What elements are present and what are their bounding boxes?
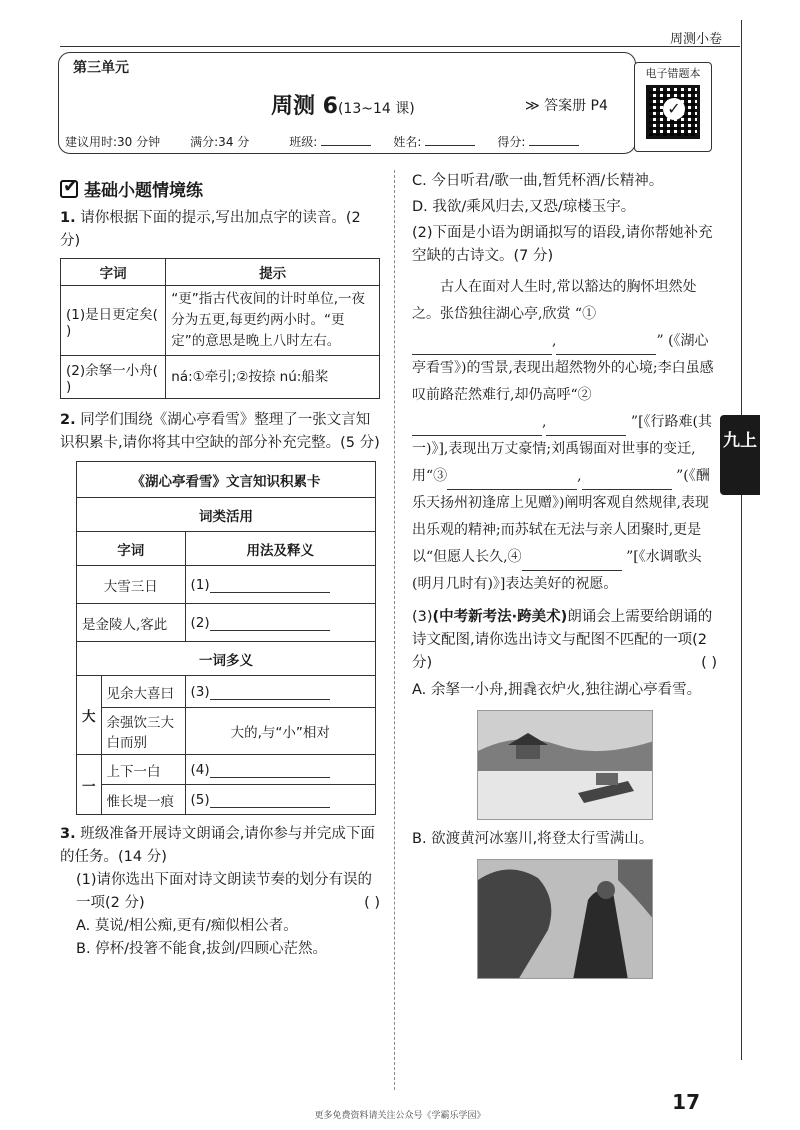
- answer-label: (4): [190, 761, 210, 778]
- answer-label: (2): [190, 614, 210, 631]
- card-answer-2[interactable]: [185, 604, 376, 642]
- para-text-4: (《湖心亭看雪》)的雪景,表现出超然物外的心境;李白虽感叹前路茫然难行,却仍高呼“②: [412, 333, 714, 403]
- question-3: [60, 823, 380, 869]
- right-column: [412, 170, 717, 987]
- page-title: [271, 89, 415, 120]
- q3-sub2: (2)下面是小语为朗诵拟写的语段,请你帮她补充空缺的古诗文。(7 分): [412, 225, 713, 264]
- q3-sub3: [412, 606, 717, 675]
- q1-hint-2: ná:①牵引;②按捺 nú:船桨: [166, 356, 380, 399]
- table-row: [77, 566, 376, 604]
- lake-pavilion-illustration: [477, 710, 653, 820]
- para-text-1: 古人在面对人生时,常以豁达的胸怀坦然处之。张岱独往湖心亭,欣赏: [412, 279, 697, 322]
- card-col-usage: 用法及释义: [185, 532, 376, 566]
- card-section-1: 词类活用: [77, 498, 376, 532]
- image-b-caption[interactable]: B. 欲渡黄河冰塞川,将登太行雪满山。: [412, 831, 654, 847]
- q2-text: 同学们围绕《湖心亭看雪》整理了一张文言知识积累卡,请你将其中空缺的部分补充完整。(5 分): [60, 412, 380, 451]
- question-2: [60, 409, 380, 455]
- blank-3b[interactable]: [582, 474, 672, 490]
- card-answer-3[interactable]: [185, 676, 376, 708]
- q3-sub3-text: 朗诵会上需要给朗诵的诗文配图,请你选出诗文与配图不匹配的一项(2 分): [412, 609, 713, 671]
- name-field[interactable]: [425, 145, 475, 146]
- mountain-figure-icon: [478, 860, 653, 979]
- para-text-7: ”[《水调歌头(明月几时有)》]表达美好的祝愿。: [412, 549, 702, 592]
- info-row: [65, 133, 579, 150]
- card-section-2: 一词多义: [77, 642, 376, 676]
- q1-col-hint: 提示: [166, 259, 380, 286]
- score-label: 得分:: [497, 135, 526, 149]
- option-b[interactable]: B. 停杯/投箸不能食,拔剑/四顾心茫然。: [76, 941, 328, 957]
- q1-hint-1: “更”指古代夜间的计时单位,一夜分为五更,每更约两小时。“更定”的意思是晚上八时左右。: [166, 286, 380, 356]
- page-number: 17: [672, 1090, 700, 1114]
- lake-pavilion-icon: [478, 711, 653, 820]
- answer-line[interactable]: [210, 794, 330, 808]
- left-column: [60, 170, 380, 961]
- answer-label: (5): [190, 791, 210, 808]
- answer-paren[interactable]: ( ): [701, 655, 717, 671]
- recitation-paragraph: 古人在面对人生时,常以豁达的胸怀坦然处之。张岱独往湖心亭,欣赏 “①, ” (《湖心亭看雪》)的雪景,表现出超然物外的心境;李白虽感叹前路茫然难行,却仍高呼“②, ”[《行路难(其一)》],表现出万丈豪情;刘禹锡面对世事的变迁,用“③ , ”(《酬乐天扬州初逢席上见赠》)阐明客观自然规律,表现出乐观的精神;而苏轼在无法与亲人团聚时,更是以“但愿人长久,④ ”[《水调歌头(明月几时有)》]表达美好的祝愿。: [412, 279, 714, 592]
- class-field[interactable]: [321, 145, 371, 146]
- q1-word-1[interactable]: (1)是日更定矣( ): [61, 286, 166, 356]
- blank-3a[interactable]: [447, 474, 577, 490]
- q2-number: 2.: [60, 412, 76, 428]
- card-word-5: 上下一白: [101, 755, 185, 785]
- q3-text: 班级准备开展诗文朗诵会,请你参与并完成下面的任务。(14 分): [60, 826, 375, 865]
- full-score: 满分:34 分: [190, 135, 250, 149]
- blank-1a[interactable]: [412, 339, 552, 355]
- qr-code-icon: [646, 85, 700, 139]
- q3-number: 3.: [60, 826, 76, 842]
- qr-label: 电子错题本: [645, 67, 701, 80]
- card-char-yi: 一: [77, 755, 102, 815]
- card-word-6: 惟长堤一痕: [101, 785, 185, 815]
- name-label: 姓名:: [393, 135, 422, 149]
- option-d[interactable]: D. 我欲/乘风归去,又恐/琼楼玉宇。: [412, 199, 636, 215]
- q1-word-2[interactable]: (2)余拏一小舟( ): [61, 356, 166, 399]
- answer-line[interactable]: [210, 617, 330, 631]
- card-word-3: 见余大喜曰: [101, 676, 185, 708]
- right-edge-rule: [741, 20, 742, 1060]
- class-label: 班级:: [289, 135, 318, 149]
- option-c[interactable]: C. 今日听君/歌一曲,暂凭杯酒/长精神。: [412, 173, 664, 189]
- table-row: [77, 708, 376, 755]
- q3-sub3-pre: (3): [412, 609, 433, 625]
- card-answer-1[interactable]: [185, 566, 376, 604]
- q3-sub1-text: (1)请你选出下面对诗文朗读节奏的划分有误的一项(2 分): [76, 872, 373, 911]
- table-row: [77, 785, 376, 815]
- answer-line[interactable]: [210, 686, 330, 700]
- grade-side-tab: 九上: [720, 415, 760, 495]
- title-main: 周测 6: [271, 94, 338, 119]
- header-box: [58, 52, 636, 154]
- title-sub: (13~14 课): [337, 101, 415, 117]
- ink-painting-illustration: [477, 859, 653, 979]
- q3-sub1: [76, 869, 380, 915]
- score-field[interactable]: [529, 145, 579, 146]
- footer-note: 更多免费资料请关注公众号《学霸乐学园》: [314, 1111, 486, 1121]
- new-method-tag: (中考新考法·跨美术): [432, 609, 568, 625]
- q1-table: [60, 258, 380, 399]
- table-row: [77, 604, 376, 642]
- check-icon: ✓: [663, 98, 685, 120]
- card-answer-4: 大的,与“小”相对: [185, 708, 376, 755]
- para-text-3: ”: [656, 333, 664, 349]
- card-col-word: 字词: [77, 532, 186, 566]
- table-row: [77, 755, 376, 785]
- para-text-2: “①: [574, 306, 597, 322]
- table-row: [77, 676, 376, 708]
- answer-line[interactable]: [210, 579, 330, 593]
- card-title: 《湖心亭看雪》文言知识积累卡: [77, 462, 376, 498]
- section-heading: [60, 176, 380, 201]
- card-word-1: 大雪三日: [77, 566, 186, 604]
- card-char-da: 大: [77, 676, 102, 755]
- blank-4[interactable]: [522, 555, 622, 571]
- para-text-5: ”[《行路难(其一)》],表现出万丈豪情;刘禹锡面对世事的变迁,用“③: [412, 414, 712, 484]
- para-text-6: ”(《酬乐天扬州初逢席上见赠》)阐明客观自然规律,表现出乐观的精神;而苏轼在无法与亲人团聚时,更是以“但愿人长久,④: [412, 468, 710, 565]
- q1-text: 请你根据下面的提示,写出加点字的读音。(2 分): [60, 210, 361, 249]
- table-row: [61, 286, 380, 356]
- answer-ref: ≫ 答案册 P4: [525, 98, 608, 114]
- card-answer-6[interactable]: [185, 785, 376, 815]
- card-word-2: 是金陵人,客此: [77, 604, 186, 642]
- answer-paren[interactable]: ( ): [364, 895, 380, 911]
- answer-label: (3): [190, 683, 210, 700]
- blank-1b[interactable]: [556, 339, 656, 355]
- section-title: 基础小题情境练: [84, 181, 203, 201]
- checkbox-icon: [60, 180, 78, 198]
- image-a-caption[interactable]: A. 余拏一小舟,拥毳衣炉火,独往湖心亭看雪。: [412, 682, 702, 698]
- unit-label: 第三单元: [73, 60, 129, 76]
- blank-2b[interactable]: [546, 420, 626, 436]
- qr-code-box[interactable]: [634, 62, 712, 152]
- answer-label: (1): [190, 576, 210, 593]
- answer-line[interactable]: [210, 764, 330, 778]
- card-answer-5[interactable]: [185, 755, 376, 785]
- top-rule: [60, 46, 740, 47]
- q2-card-table: [76, 461, 376, 815]
- question-1: [60, 207, 380, 253]
- suggest-time: 建议用时:30 分钟: [65, 135, 161, 149]
- q1-col-word: 字词: [61, 259, 166, 286]
- table-row: [61, 356, 380, 399]
- q1-number: 1.: [60, 210, 76, 226]
- column-divider: [394, 170, 395, 1090]
- blank-2a[interactable]: [412, 420, 542, 436]
- option-a[interactable]: A. 莫说/相公痴,更有/痴似相公者。: [76, 918, 298, 934]
- top-label: 周测小卷: [669, 32, 722, 47]
- card-word-4: 余强饮三大白而别: [101, 708, 185, 755]
